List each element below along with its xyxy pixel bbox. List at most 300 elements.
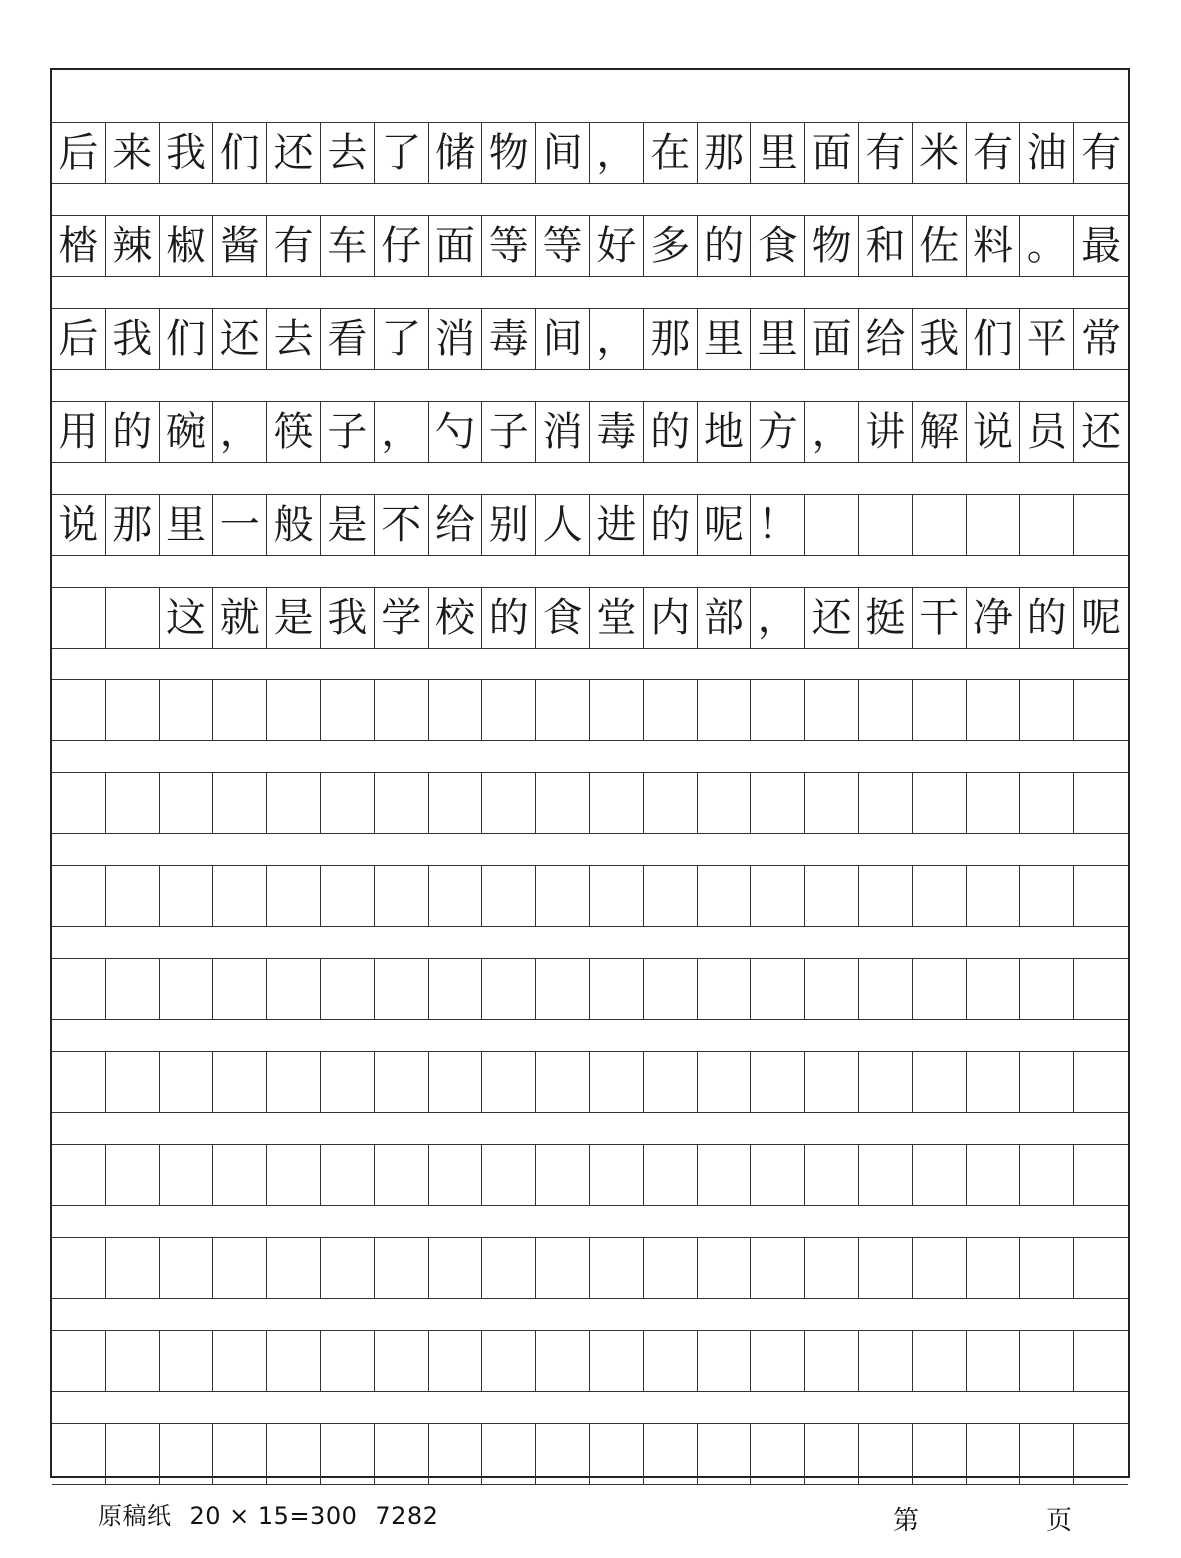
grid-cell bbox=[482, 1052, 536, 1112]
grid-cell bbox=[698, 959, 752, 1019]
grid-cell bbox=[160, 773, 214, 833]
grid-row bbox=[52, 494, 1128, 556]
grid-cell: 们 bbox=[967, 309, 1021, 369]
grid-cell bbox=[967, 1052, 1021, 1112]
grid-cell bbox=[967, 495, 1021, 555]
grid-cell bbox=[913, 1052, 967, 1112]
grid-cell bbox=[321, 1145, 375, 1205]
grid-row bbox=[52, 1423, 1128, 1485]
grid-cell bbox=[213, 959, 267, 1019]
grid-cell bbox=[644, 866, 698, 926]
grid-cell: 最 bbox=[1081, 222, 1122, 269]
grid-cell bbox=[52, 1238, 106, 1298]
grid-cell bbox=[267, 1424, 321, 1484]
grid-cell bbox=[859, 680, 913, 740]
grid-row bbox=[52, 308, 1128, 370]
grid-row bbox=[52, 1144, 1128, 1206]
grid-cell: 椒 bbox=[160, 216, 214, 276]
grid-cell bbox=[1074, 866, 1128, 926]
grid-cell bbox=[375, 680, 429, 740]
grid-cell: 有 bbox=[967, 123, 1021, 183]
grid-cell bbox=[967, 773, 1021, 833]
grid-cell: 那 bbox=[644, 309, 698, 369]
grid-cell: 们 bbox=[213, 123, 267, 183]
grid-cell: 消 bbox=[429, 309, 483, 369]
grid-cell: 等 bbox=[536, 216, 590, 276]
grid-cell: ， bbox=[590, 309, 644, 369]
grid-cell bbox=[1074, 1331, 1128, 1391]
grid-cell bbox=[590, 1052, 644, 1112]
grid-spec: 20 × 15=300 bbox=[189, 1502, 358, 1530]
grid-cell bbox=[751, 773, 805, 833]
grid-cell bbox=[160, 1331, 214, 1391]
grid-cell: 别 bbox=[482, 495, 536, 555]
grid-cell: 员 bbox=[1020, 402, 1074, 462]
grid-cell bbox=[913, 1238, 967, 1298]
grid-cell bbox=[859, 959, 913, 1019]
grid-cell bbox=[805, 866, 859, 926]
grid-cell bbox=[644, 1145, 698, 1205]
grid-cell: 给 bbox=[859, 309, 913, 369]
grid-cell bbox=[1020, 680, 1074, 740]
grid-cell: 给 bbox=[429, 495, 483, 555]
grid-cell bbox=[213, 1424, 267, 1484]
grid-cell bbox=[751, 866, 805, 926]
grid-cell bbox=[1074, 495, 1128, 555]
grid-cell: 净 bbox=[967, 588, 1021, 648]
grid-cell bbox=[859, 1145, 913, 1205]
grid-cell bbox=[913, 1424, 967, 1484]
grid-cell bbox=[644, 1331, 698, 1391]
grid-cell: 的 bbox=[644, 402, 698, 462]
grid-row bbox=[52, 679, 1128, 741]
grid-cell: 间 bbox=[536, 123, 590, 183]
grid-cell: 间 bbox=[536, 309, 590, 369]
grid-cell bbox=[967, 1238, 1021, 1298]
grid-row bbox=[52, 865, 1128, 927]
grid-cell bbox=[913, 866, 967, 926]
grid-cell bbox=[1020, 959, 1074, 1019]
grid-cell bbox=[536, 1424, 590, 1484]
grid-row bbox=[52, 215, 1128, 277]
grid-cell bbox=[805, 959, 859, 1019]
grid-cell: 料 bbox=[967, 216, 1021, 276]
grid-cell bbox=[644, 959, 698, 1019]
grid-cell: 碗 bbox=[160, 402, 214, 462]
grid-cell bbox=[751, 1145, 805, 1205]
grid-cell: 干 bbox=[913, 588, 967, 648]
grid-cell bbox=[429, 959, 483, 1019]
grid-cell: 面 bbox=[805, 123, 859, 183]
grid-cell bbox=[644, 1238, 698, 1298]
grid-cell bbox=[321, 1238, 375, 1298]
grid-cell bbox=[429, 1145, 483, 1205]
grid-cell bbox=[52, 588, 106, 648]
grid-cell bbox=[859, 1331, 913, 1391]
grid-cell bbox=[698, 680, 752, 740]
grid-row bbox=[52, 401, 1128, 463]
grid-cell: 来 bbox=[106, 123, 160, 183]
grid-cell bbox=[1074, 773, 1128, 833]
grid-cell bbox=[536, 773, 590, 833]
grid-cell bbox=[321, 1052, 375, 1112]
grid-cell bbox=[644, 1052, 698, 1112]
grid-cell: 那 bbox=[698, 123, 752, 183]
grid-cell bbox=[160, 1052, 214, 1112]
grid-cell: 般 bbox=[267, 495, 321, 555]
paper-code: 7282 bbox=[375, 1502, 439, 1530]
grid-cell bbox=[1020, 1238, 1074, 1298]
grid-cell: 常 bbox=[1081, 315, 1122, 362]
grid-cell: 食 bbox=[536, 588, 590, 648]
grid-cell bbox=[267, 1052, 321, 1112]
grid-cell bbox=[321, 773, 375, 833]
grid-row bbox=[52, 1330, 1128, 1392]
grid-cell: 学 bbox=[375, 588, 429, 648]
grid-cell: 毒 bbox=[482, 309, 536, 369]
grid-cell: 呢 bbox=[698, 495, 752, 555]
grid-row bbox=[52, 772, 1128, 834]
manuscript-sheet bbox=[50, 68, 1130, 1478]
grid-cell bbox=[267, 1331, 321, 1391]
grid-cell: 。 bbox=[1020, 216, 1074, 276]
grid-cell bbox=[859, 1052, 913, 1112]
grid-cell bbox=[913, 1331, 967, 1391]
grid-cell: 了 bbox=[375, 309, 429, 369]
grid-cell bbox=[160, 959, 214, 1019]
grid-cell bbox=[429, 1424, 483, 1484]
grid-cell bbox=[805, 495, 859, 555]
grid-cell bbox=[859, 1238, 913, 1298]
grid-cell: 的 bbox=[698, 216, 752, 276]
grid-cell: 有 bbox=[267, 216, 321, 276]
grid-cell bbox=[859, 495, 913, 555]
grid-cell: 就 bbox=[213, 588, 267, 648]
grid-cell: 好 bbox=[590, 216, 644, 276]
grid-cell bbox=[805, 1238, 859, 1298]
grid-cell bbox=[698, 773, 752, 833]
grid-cell bbox=[106, 1052, 160, 1112]
grid-cell bbox=[321, 1424, 375, 1484]
grid-cell bbox=[52, 680, 106, 740]
grid-cell: 还 bbox=[267, 123, 321, 183]
grid-cell: 等 bbox=[482, 216, 536, 276]
grid-cell bbox=[52, 1331, 106, 1391]
grid-cell: 辣 bbox=[106, 216, 160, 276]
page-unit: 页 bbox=[1046, 1506, 1073, 1536]
grid-cell: 校 bbox=[429, 588, 483, 648]
grid-cell bbox=[1074, 680, 1128, 740]
grid-cell: 堂 bbox=[590, 588, 644, 648]
grid-cell: 这 bbox=[160, 588, 214, 648]
grid-row bbox=[52, 958, 1128, 1020]
grid-cell: 里 bbox=[751, 309, 805, 369]
grid-cell bbox=[751, 680, 805, 740]
grid-cell bbox=[52, 1052, 106, 1112]
grid-cell: 筷 bbox=[267, 402, 321, 462]
grid-cell bbox=[751, 1052, 805, 1112]
grid-cell: 佐 bbox=[913, 216, 967, 276]
grid-cell bbox=[213, 866, 267, 926]
grid-cell: 我 bbox=[106, 309, 160, 369]
grid-cell bbox=[590, 1238, 644, 1298]
grid-cell bbox=[859, 1424, 913, 1484]
grid-cell bbox=[698, 1331, 752, 1391]
grid-cell bbox=[967, 1331, 1021, 1391]
grid-cell bbox=[1074, 1145, 1128, 1205]
grid-cell: 面 bbox=[429, 216, 483, 276]
grid-cell bbox=[52, 1424, 106, 1484]
grid-cell: 里 bbox=[160, 495, 214, 555]
grid-cell: 子 bbox=[321, 402, 375, 462]
grid-cell: 看 bbox=[321, 309, 375, 369]
grid-cell bbox=[106, 773, 160, 833]
grid-cell bbox=[698, 1424, 752, 1484]
grid-cell bbox=[375, 1331, 429, 1391]
grid-cell: 还 bbox=[805, 588, 859, 648]
footer-paper-info bbox=[98, 1496, 456, 1531]
grid-cell bbox=[1074, 1424, 1128, 1484]
grid-cell bbox=[482, 1424, 536, 1484]
grid-cell bbox=[321, 959, 375, 1019]
grid-cell bbox=[213, 773, 267, 833]
grid-row bbox=[52, 587, 1128, 649]
grid-cell bbox=[375, 1052, 429, 1112]
grid-cell bbox=[482, 773, 536, 833]
grid-cell: 的 bbox=[1020, 588, 1074, 648]
grid-cell: ， bbox=[590, 123, 644, 183]
grid-cell: 我 bbox=[321, 588, 375, 648]
grid-cell bbox=[536, 1145, 590, 1205]
grid-cell bbox=[1020, 1424, 1074, 1484]
grid-cell bbox=[321, 866, 375, 926]
grid-cell bbox=[1020, 1052, 1074, 1112]
grid-cell bbox=[160, 866, 214, 926]
grid-cell bbox=[213, 1145, 267, 1205]
grid-cell bbox=[321, 680, 375, 740]
grid-cell: 去 bbox=[321, 123, 375, 183]
grid-cell bbox=[52, 959, 106, 1019]
grid-cell bbox=[375, 773, 429, 833]
grid-cell: 不 bbox=[375, 495, 429, 555]
grid-cell bbox=[1074, 959, 1128, 1019]
grid-cell: 消 bbox=[536, 402, 590, 462]
grid-cell bbox=[805, 1145, 859, 1205]
grid-cell bbox=[106, 588, 160, 648]
grid-cell bbox=[590, 1145, 644, 1205]
grid-cell bbox=[267, 773, 321, 833]
grid-cell: 我 bbox=[913, 309, 967, 369]
grid-cell bbox=[267, 680, 321, 740]
grid-cell bbox=[213, 1331, 267, 1391]
grid-cell: 里 bbox=[698, 309, 752, 369]
grid-cell bbox=[536, 680, 590, 740]
grid-cell bbox=[1020, 1331, 1074, 1391]
grid-cell bbox=[536, 866, 590, 926]
grid-cell bbox=[1020, 866, 1074, 926]
grid-cell bbox=[429, 1331, 483, 1391]
grid-cell: ！ bbox=[751, 495, 805, 555]
grid-row bbox=[52, 122, 1128, 184]
grid-cell: ， bbox=[375, 402, 429, 462]
grid-cell bbox=[429, 773, 483, 833]
grid-cell bbox=[698, 1145, 752, 1205]
grid-cell bbox=[1020, 773, 1074, 833]
grid-cell: 子 bbox=[482, 402, 536, 462]
grid-cell: 物 bbox=[805, 216, 859, 276]
grid-cell bbox=[429, 1052, 483, 1112]
paper-name: 原稿纸 bbox=[98, 1502, 172, 1530]
grid-cell bbox=[106, 1424, 160, 1484]
grid-cell: 人 bbox=[536, 495, 590, 555]
grid-cell: 后 bbox=[52, 123, 106, 183]
grid-cell: 有 bbox=[859, 123, 913, 183]
grid-cell bbox=[267, 959, 321, 1019]
grid-cell: 们 bbox=[160, 309, 214, 369]
grid-cell: 说 bbox=[52, 495, 106, 555]
grid-cell bbox=[967, 866, 1021, 926]
grid-cell bbox=[751, 1238, 805, 1298]
grid-cell bbox=[644, 680, 698, 740]
grid-cell bbox=[805, 1331, 859, 1391]
grid-cell bbox=[913, 773, 967, 833]
grid-cell bbox=[375, 866, 429, 926]
grid-cell bbox=[267, 1238, 321, 1298]
grid-cell: ， bbox=[751, 588, 805, 648]
grid-cell: 毒 bbox=[590, 402, 644, 462]
grid-cell bbox=[590, 680, 644, 740]
grid-cell: 和 bbox=[859, 216, 913, 276]
grid-cell bbox=[160, 680, 214, 740]
grid-cell bbox=[590, 866, 644, 926]
grid-cell bbox=[967, 959, 1021, 1019]
grid-cell bbox=[913, 495, 967, 555]
grid-cell: 还 bbox=[1081, 408, 1122, 455]
grid-cell: 多 bbox=[644, 216, 698, 276]
grid-cell bbox=[482, 680, 536, 740]
grid-cell: 里 bbox=[751, 123, 805, 183]
grid-cell bbox=[375, 1424, 429, 1484]
grid-cell bbox=[536, 1238, 590, 1298]
grid-cell bbox=[1074, 1052, 1128, 1112]
grid-cell bbox=[482, 1238, 536, 1298]
grid-cell bbox=[429, 1238, 483, 1298]
grid-cell bbox=[375, 959, 429, 1019]
grid-cell: 食 bbox=[751, 216, 805, 276]
grid-cell: 那 bbox=[106, 495, 160, 555]
grid-cell bbox=[590, 1331, 644, 1391]
grid-cell bbox=[106, 1238, 160, 1298]
grid-cell bbox=[536, 1052, 590, 1112]
grid-cell: 说 bbox=[967, 402, 1021, 462]
grid-cell bbox=[967, 680, 1021, 740]
grid-cell: ， bbox=[213, 402, 267, 462]
grid-row bbox=[52, 1237, 1128, 1299]
grid-cell bbox=[52, 773, 106, 833]
grid-cell: 储 bbox=[429, 123, 483, 183]
grid-cell: ， bbox=[805, 402, 859, 462]
grid-cell: 一 bbox=[213, 495, 267, 555]
grid-cell bbox=[536, 959, 590, 1019]
grid-cell bbox=[52, 1145, 106, 1205]
grid-cell: 仔 bbox=[375, 216, 429, 276]
grid-cell bbox=[213, 1052, 267, 1112]
grid-cell: 我 bbox=[160, 123, 214, 183]
grid-cell: 油 bbox=[1020, 123, 1074, 183]
grid-cell bbox=[590, 1424, 644, 1484]
grid-cell bbox=[805, 1052, 859, 1112]
grid-cell: 用 bbox=[52, 402, 106, 462]
grid-cell: 是 bbox=[267, 588, 321, 648]
grid-cell bbox=[267, 866, 321, 926]
grid-row bbox=[52, 1051, 1128, 1113]
grid-cell bbox=[52, 866, 106, 926]
grid-cell: 了 bbox=[375, 123, 429, 183]
grid-cell: 进 bbox=[590, 495, 644, 555]
grid-cell bbox=[967, 1424, 1021, 1484]
grid-cell bbox=[106, 866, 160, 926]
grid-cell bbox=[751, 1331, 805, 1391]
grid-cell: 解 bbox=[913, 402, 967, 462]
grid-cell bbox=[106, 1145, 160, 1205]
grid-cell bbox=[805, 773, 859, 833]
grid-cell: 地 bbox=[698, 402, 752, 462]
grid-cell bbox=[751, 959, 805, 1019]
grid-cell bbox=[106, 1331, 160, 1391]
grid-cell: 㭼 bbox=[52, 216, 106, 276]
grid-cell: 呢 bbox=[1081, 594, 1122, 641]
grid-cell: 后 bbox=[52, 309, 106, 369]
grid-cell bbox=[1020, 1145, 1074, 1205]
grid-cell bbox=[482, 1331, 536, 1391]
grid-cell: 勺 bbox=[429, 402, 483, 462]
grid-cell bbox=[160, 1238, 214, 1298]
grid-cell: 方 bbox=[751, 402, 805, 462]
grid-cell bbox=[106, 959, 160, 1019]
grid-cell bbox=[698, 1238, 752, 1298]
grid-cell bbox=[644, 773, 698, 833]
grid-cell: 内 bbox=[644, 588, 698, 648]
grid-cell bbox=[482, 1145, 536, 1205]
grid-cell bbox=[160, 1145, 214, 1205]
grid-cell bbox=[213, 680, 267, 740]
grid-cell bbox=[1020, 495, 1074, 555]
grid-cell: 面 bbox=[805, 309, 859, 369]
grid-cell bbox=[967, 1145, 1021, 1205]
grid-cell: 米 bbox=[913, 123, 967, 183]
grid-cell bbox=[913, 680, 967, 740]
grid-cell bbox=[1074, 1238, 1128, 1298]
grid-cell bbox=[375, 1238, 429, 1298]
grid-cell: 的 bbox=[644, 495, 698, 555]
grid-cell bbox=[429, 680, 483, 740]
grid-cell bbox=[859, 773, 913, 833]
grid-cell bbox=[321, 1331, 375, 1391]
grid-cell bbox=[375, 1145, 429, 1205]
grid-cell: 是 bbox=[321, 495, 375, 555]
grid-cell: 讲 bbox=[859, 402, 913, 462]
grid-cell: 的 bbox=[482, 588, 536, 648]
grid-cell: 挺 bbox=[859, 588, 913, 648]
grid-cell: 有 bbox=[1081, 130, 1122, 176]
grid-cell bbox=[429, 866, 483, 926]
grid-cell bbox=[536, 1331, 590, 1391]
grid-cell: 平 bbox=[1020, 309, 1074, 369]
page-label: 第 bbox=[893, 1506, 920, 1536]
grid-cell bbox=[698, 866, 752, 926]
grid-cell bbox=[698, 1052, 752, 1112]
grid-cell bbox=[590, 773, 644, 833]
